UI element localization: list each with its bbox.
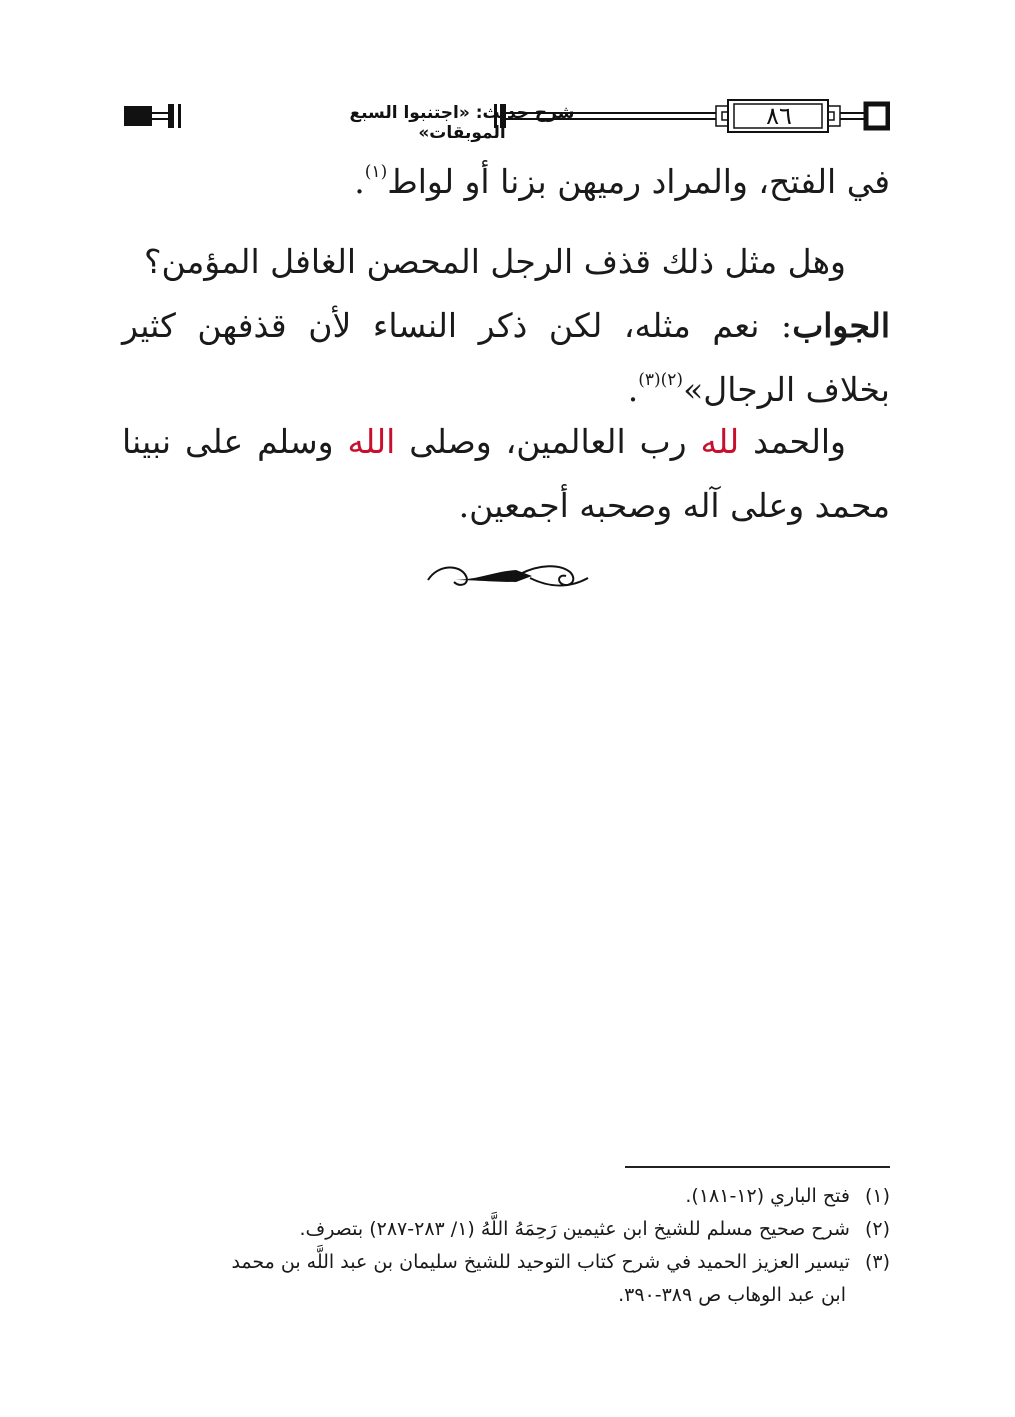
paragraph-1-end: . (354, 162, 365, 201)
section-end-ornament (420, 558, 595, 592)
allah-word: الله (347, 422, 396, 461)
paragraph-1 (122, 150, 890, 214)
paragraph-2 (122, 230, 890, 422)
footnote-text: تيسير العزيز الحميد في شرح كتاب التوحيد للشيخ سليمان بن عبد اللَّه بن محمد (231, 1251, 850, 1273)
paragraph-2-end: . (627, 370, 639, 409)
footnote-ref-1: (١) (364, 162, 388, 182)
page-header (122, 96, 890, 143)
footnote-text: شرح صحيح مسلم للشيخ ابن عثيمين رَحِمَهُ اللَّهُ (١/ ٢٨٣-٢٨٧) بتصرف. (299, 1218, 850, 1240)
answer-text: : نعم مثله، لكن ذكر النساء لأن قذفهن كثير بخلاف الرجال» (122, 306, 890, 409)
footnote-text: فتح الباري (١٢-١٨١). (685, 1185, 850, 1207)
paragraph-1-text: في الفتح، والمراد رميهن بزنا أو لواط (387, 162, 890, 201)
footnote-refs-2-3: (٢)(٣) (638, 370, 684, 390)
lillah-word: لله (700, 422, 740, 461)
footnote-3-continuation: ابن عبد الوهاب ص ٣٨٩-٣٩٠. (618, 1284, 846, 1306)
question-text: وهل مثل ذلك قذف الرجل المحصن الغافل المؤمن؟ (143, 242, 846, 281)
footnotes (122, 1180, 890, 1312)
closing-text-a: والحمد (739, 422, 846, 461)
footnote-2 (122, 1213, 890, 1246)
closing-text-c: وسلم على نبينا محمد وعلى آله وصحبه أجمعين. (122, 422, 890, 525)
closing-text-b: رب العالمين، وصلى (395, 422, 701, 461)
footnote-number: (١) (864, 1185, 890, 1207)
answer-label: الجواب (792, 306, 890, 345)
running-title: شرح حديث: «اجتنبوا السبع الموبقات» (349, 103, 575, 143)
footnote-number: (٢) (864, 1218, 890, 1240)
page-number: ٨٦ (766, 102, 792, 130)
footnote-3 (122, 1246, 890, 1279)
paragraph-3 (122, 410, 890, 538)
footnote-1 (122, 1180, 890, 1213)
footnote-separator (625, 1166, 890, 1168)
footnote-number: (٣) (864, 1251, 890, 1273)
